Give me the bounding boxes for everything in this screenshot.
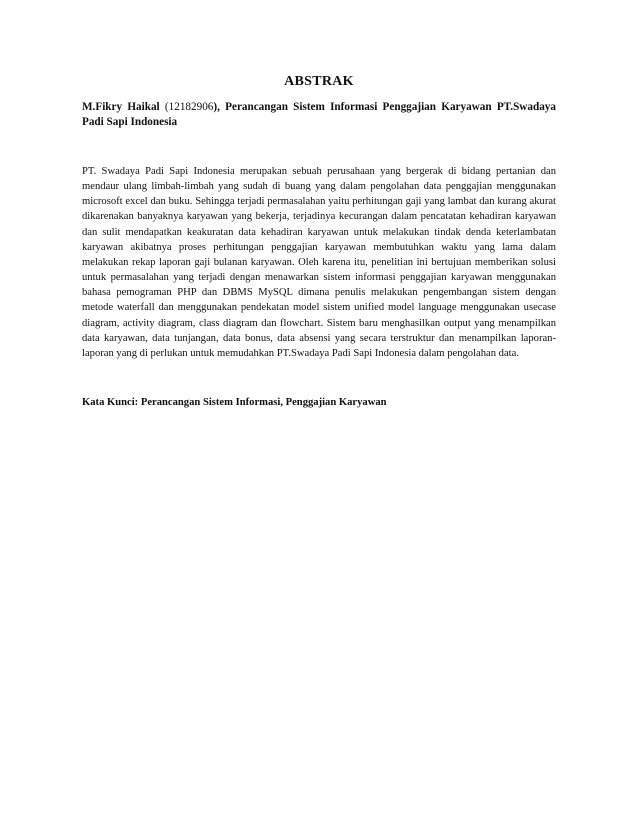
student-id: 12182906 bbox=[168, 101, 214, 113]
author-name: M.Fikry Haikal bbox=[82, 101, 160, 113]
keywords-line: Kata Kunci: Perancangan Sistem Informasi, Penggajian Karyawan bbox=[82, 397, 387, 408]
nim-open: ( bbox=[159, 101, 169, 113]
thesis-title: Perancangan Sistem Informasi Penggajian Karyawan PT.Swadaya Padi Sapi Indonesia bbox=[82, 101, 556, 128]
page-title: ABSTRAK bbox=[284, 74, 354, 89]
author-citation bbox=[82, 100, 556, 130]
nim-close: ), bbox=[213, 101, 226, 113]
abstract-paragraph: PT. Swadaya Padi Sapi Indonesia merupakan sebuah perusahaan yang bergerak di bidang pertanian dan mendaur ulang limbah-limbah yang sudah di buang yang dalam pengolahan data penggajian menggunakan microsoft excel dan buku. Sehingga terjadi permasalahan yaitu perhitungan gaji yang lambat dan kurang akurat dikarenakan banyaknya karyawan yang bekerja, terjadinya kecurangan dalam pencatatan kehadiran karyawan dan sulit mendapatkan keakuratan data kehadiran karyawan untuk melakukan tindak denda keterlambatan karyawan akibatnya proses perhitungan penggajian karyawan membutuhkan waktu yang lama dalam melakukan rekap laporan gaji bulanan karyawan. Oleh karena itu, penelitian ini bertujuan memberikan solusi untuk permasalahan yang terjadi dengan menawarkan sistem informasi penggajian karyawan menggunakan bahasa pemograman PHP dan DBMS MySQL dimana penulis melakukan pengembangan sistem dengan metode waterfall dan menggunakan pendekatan model sistem unified model language menggunakan usecase diagram, activity diagram, class diagram dan flowchart. Sistem baru menghasilkan output yang menampilkan data karyawan, data tunjangan, data bonus, data absensi yang secara terstruktur dan menampilkan laporan-laporan yang di perlukan untuk memudahkan PT.Swadaya Padi Sapi Indonesia dalam pengolahan data. bbox=[82, 166, 556, 359]
